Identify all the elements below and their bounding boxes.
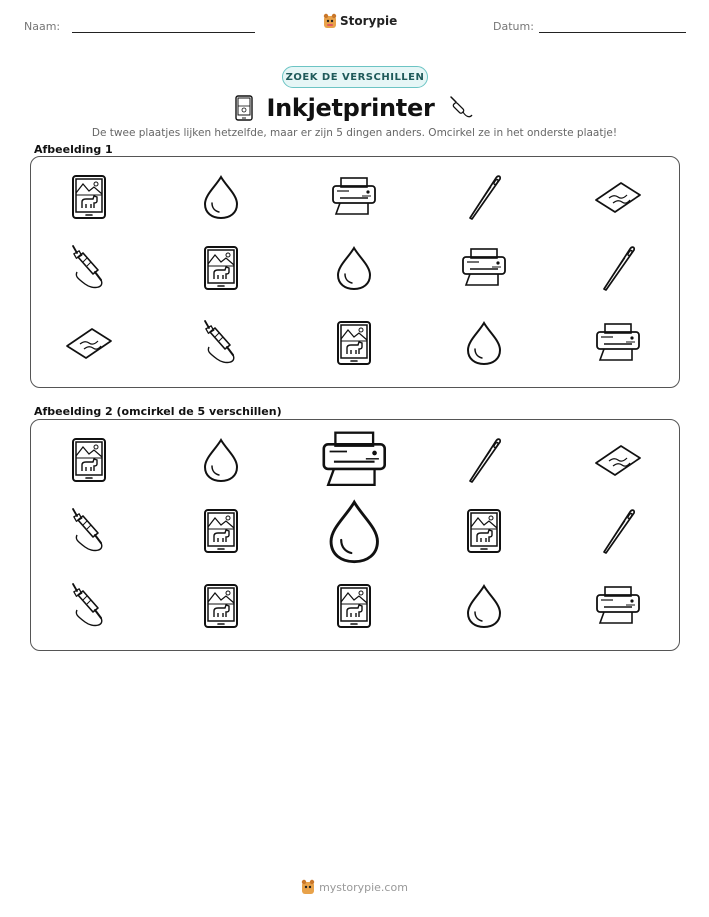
ink-drop-icon: [329, 243, 379, 293]
panel-1-cell-3-5: [618, 343, 619, 344]
storypie-mascot-icon: [323, 13, 337, 29]
panel-2-cell-3-3[interactable]: [354, 606, 355, 607]
tablet-icon: [196, 506, 246, 556]
soldering-iron-icon: [64, 243, 114, 293]
panel-2-cell-1-3[interactable]: [354, 460, 355, 461]
panel-1-cell-1-5: [618, 197, 619, 198]
printer-icon: [593, 318, 643, 368]
page-title: Inkjetprinter: [266, 94, 435, 122]
date-line[interactable]: [539, 32, 686, 33]
brand-name: Storypie: [340, 14, 398, 28]
tablet-icon: [196, 243, 246, 293]
panel-2-cell-2-4[interactable]: [484, 531, 485, 532]
panel-1-cell-1-2: [221, 197, 222, 198]
panel-2-label: Afbeelding 2 (omcirkel de 5 verschillen): [34, 405, 282, 418]
panel-1-cell-2-4: [484, 268, 485, 269]
tablet-icon: [196, 581, 246, 631]
tablet-icon: [329, 581, 379, 631]
panel-1-cell-2-2: [221, 268, 222, 269]
panel-1-cell-3-3: [354, 343, 355, 344]
ink-drop-icon: [459, 581, 509, 631]
date-label: Datum:: [493, 20, 534, 33]
soldering-iron-icon: [64, 581, 114, 631]
brand-logo: [323, 13, 397, 29]
ink-drop-icon: [196, 435, 246, 485]
ink-drop-icon: [196, 172, 246, 222]
ink-drop-icon: [459, 318, 509, 368]
name-line[interactable]: [72, 32, 255, 33]
panel-1-cell-2-3: [354, 268, 355, 269]
tablet-icon: [459, 506, 509, 556]
panel-2-cell-2-3[interactable]: [354, 531, 355, 532]
printer-icon: [459, 243, 509, 293]
paper-sheet-icon: [64, 318, 114, 368]
paper-sheet-icon: [593, 435, 643, 485]
picture-panel-1: [30, 156, 680, 388]
printer-icon: [329, 172, 379, 222]
storypie-mascot-icon: [301, 879, 315, 895]
panel-2-cell-3-1[interactable]: [89, 606, 90, 607]
panel-2-cell-1-1[interactable]: [89, 460, 90, 461]
soldering-iron-icon: [196, 318, 246, 368]
panel-1-label: Afbeelding 1: [34, 143, 113, 156]
tablet-icon: [329, 318, 379, 368]
instructions: De twee plaatjes lijken hetzelfde, maar er zijn 5 dingen anders. Omcirkel ze in het onderste plaatje!: [91, 127, 618, 139]
name-label: Naam:: [24, 20, 61, 33]
panel-2-cell-2-2[interactable]: [221, 531, 222, 532]
needle-icon: [459, 172, 509, 222]
panel-2-cell-3-4[interactable]: [484, 606, 485, 607]
panel-2-cell-1-5[interactable]: [618, 460, 619, 461]
panel-1-cell-2-5: [618, 268, 619, 269]
needle-icon: [593, 243, 643, 293]
footer-url[interactable]: mystorypie.com: [319, 880, 408, 894]
printer-icon: [318, 424, 391, 497]
printer-icon: [593, 581, 643, 631]
tablet-icon: [235, 95, 253, 121]
panel-2-cell-1-2[interactable]: [221, 460, 222, 461]
panel-1-cell-1-3: [354, 197, 355, 198]
panel-1-cell-3-1: [89, 343, 90, 344]
panel-1-cell-1-1: [89, 197, 90, 198]
panel-2-cell-3-2[interactable]: [221, 606, 222, 607]
picture-panel-2[interactable]: [30, 419, 680, 651]
needle-icon: [459, 435, 509, 485]
panel-2-cell-1-4[interactable]: [484, 460, 485, 461]
title-row: [0, 91, 709, 125]
activity-badge: ZOEK DE VERSCHILLEN: [282, 66, 428, 88]
panel-1-cell-3-2: [221, 343, 222, 344]
soldering-iron-icon: [448, 95, 474, 121]
footer: [0, 879, 709, 895]
needle-icon: [593, 506, 643, 556]
tablet-icon: [64, 435, 114, 485]
ink-drop-icon: [318, 495, 391, 568]
panel-2-cell-3-5[interactable]: [618, 606, 619, 607]
panel-2-cell-2-1[interactable]: [89, 531, 90, 532]
paper-sheet-icon: [593, 172, 643, 222]
panel-2-cell-2-5[interactable]: [618, 531, 619, 532]
soldering-iron-icon: [64, 506, 114, 556]
panel-1-cell-3-4: [484, 343, 485, 344]
panel-1-cell-1-4: [484, 197, 485, 198]
panel-1-cell-2-1: [89, 268, 90, 269]
tablet-icon: [64, 172, 114, 222]
